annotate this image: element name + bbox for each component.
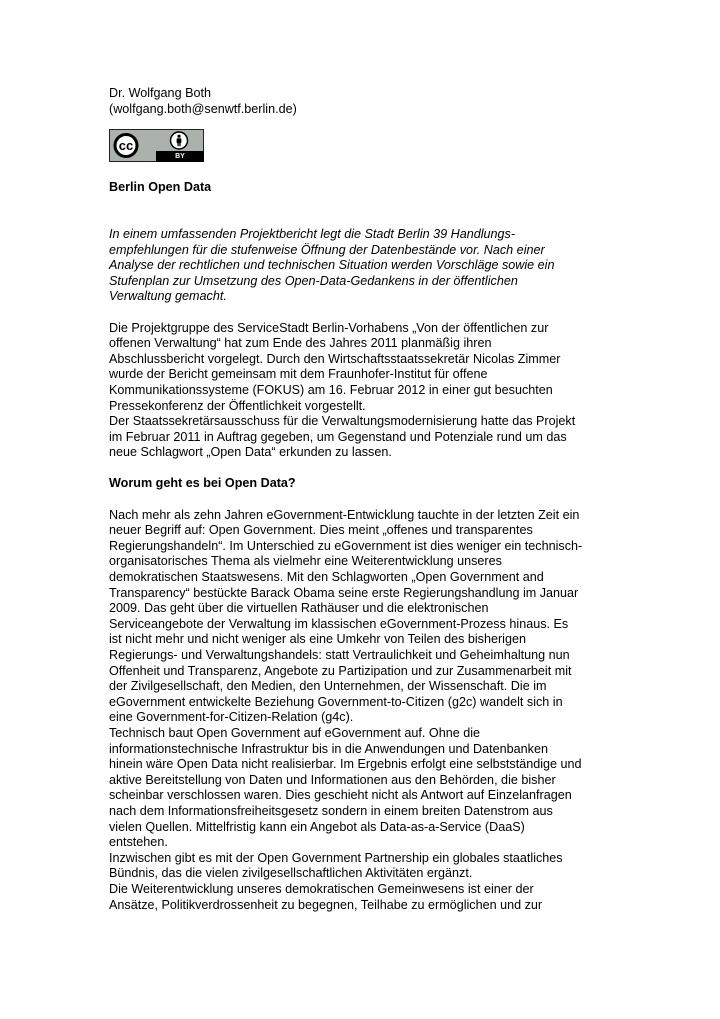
intro-line: empfehlungen für die stufenweise Öffnung der Datenbestände vor. Nach einer bbox=[109, 242, 545, 257]
paragraph-line: Serviceangebote der Verwaltung im klassischen eGovernment-Prozess hinaus. Es bbox=[109, 616, 569, 631]
paragraph-line: Kommunikationssysteme (FOKUS) am 16. Februar 2012 in einer gut besuchten bbox=[109, 382, 553, 397]
paragraph-line: Abschlussbericht vorgelegt. Durch den Wirtschaftsstaatssekretär Nicolas Zimmer bbox=[109, 351, 561, 366]
document-body bbox=[109, 86, 619, 913]
intro-line: In einem umfassenden Projektbericht legt die Stadt Berlin 39 Handlungs- bbox=[109, 226, 516, 241]
spacer bbox=[109, 305, 619, 321]
paragraph-line: wurde der Bericht gemeinsam mit dem Fraunhofer-Institut für offene bbox=[109, 367, 488, 382]
paragraph-line: Die Projektgruppe des ServiceStadt Berlin-Vorhabens „Von der öffentlichen zur bbox=[109, 320, 549, 335]
paragraph-line: demokratischen Staatswesens. Mit den Schlagworten „Open Government and bbox=[109, 570, 544, 585]
spacer bbox=[109, 461, 619, 477]
paragraph-line: hinein wäre Open Data nicht realisierbar. Im Ergebnis erfolgt eine selbstständige und bbox=[109, 757, 582, 772]
author-email: (wolfgang.both@senwtf.berlin.de) bbox=[109, 101, 297, 116]
paragraph-line: informationstechnische Infrastruktur bis in die Anwendungen und Datenbanken bbox=[109, 741, 548, 756]
intro-line: Analyse der rechtlichen und technischen Situation werden Vorschläge sowie ein bbox=[109, 258, 555, 273]
paragraph-line: Pressekonferenz der Öffentlichkeit vorgestellt. bbox=[109, 398, 366, 413]
paragraph-line: organisatorisches Thema als vielmehr eine Weiterentwicklung unseres bbox=[109, 554, 502, 569]
paragraph-line: Transparency“ bestückte Barack Obama seine erste Regierungshandlung im Januar bbox=[109, 585, 579, 600]
paragraph-line: entstehen. bbox=[109, 835, 168, 850]
paragraph-line: Nach mehr als zehn Jahren eGovernment-Entwicklung tauchte in der letzten Zeit ein bbox=[109, 507, 580, 522]
paragraph-line: Regierungs- und Verwaltungshandels: statt Vertraulichkeit und Geheimhaltung nun bbox=[109, 648, 570, 662]
paragraph-open-data bbox=[109, 508, 619, 913]
paragraph-line: Regierungshandeln“. Im Unterschied zu eGovernment ist dies weniger ein technisch- bbox=[109, 538, 583, 553]
paragraph-line: neuer Begriff auf: Open Government. Dies meint „offenes und transparentes bbox=[109, 523, 533, 538]
paragraph-line: Der Staatssekretärsausschuss für die Verwaltungsmodernisierung hatte das Projekt bbox=[109, 414, 576, 429]
paragraph-line: Technisch baut Open Government auf eGovernment auf. Ohne die bbox=[109, 725, 481, 740]
paragraph-line: eine Government-for-Citizen-Relation (g4c). bbox=[109, 710, 354, 725]
author-name: Dr. Wolfgang Both bbox=[109, 86, 211, 100]
by-label: BY bbox=[156, 151, 204, 162]
paragraph-line: Inzwischen gibt es mit der Open Government Partnership ein globales staatliches bbox=[109, 850, 563, 865]
paragraph-line: Offenheit und Transparenz, Angebote zu Partizipation und zur Zusammenarbeit mit bbox=[109, 663, 572, 678]
paragraph-project bbox=[109, 321, 619, 461]
paragraph-line: eGovernment entwickelte Beziehung Government-to-Citizen (g2c) wandelt sich in bbox=[109, 694, 563, 709]
document-title: Berlin Open Data bbox=[109, 180, 212, 195]
intro-line: Verwaltung gemacht. bbox=[109, 289, 227, 304]
creative-commons-by-icon bbox=[109, 129, 204, 162]
paragraph-line: Bündnis, das die vielen zivilgesellschaftlichen Aktivitäten ergänzt. bbox=[109, 866, 473, 881]
paragraph-line: der Zivilgesellschaft, den Medien, den Unternehmen, der Wissenschaft. Die im bbox=[109, 679, 547, 694]
cc-text: cc bbox=[118, 138, 134, 154]
section-heading: Worum geht es bei Open Data? bbox=[109, 476, 296, 491]
paragraph-line: Die Weiterentwicklung unseres demokratischen Gemeinwesens ist einer der bbox=[109, 881, 534, 896]
paragraph-line: aktive Bereitstellung von Daten und Informationen aus den Behörden, die bisher bbox=[109, 772, 556, 787]
spacer bbox=[109, 211, 619, 227]
spacer bbox=[109, 492, 619, 508]
paragraph-line: 2009. Das geht über die virtuellen Rathäuser und die elektronischen bbox=[109, 601, 489, 616]
paragraph-line: im Februar 2011 in Auftrag gegeben, um Gegenstand und Potenziale rund um das bbox=[109, 429, 567, 444]
paragraph-line: scheinbar verschlossen waren. Dies geschieht nicht als Antwort auf Einzelanfragen bbox=[109, 788, 572, 803]
paragraph-line: ist nicht mehr und nicht weniger als eine Umkehr von Teilen des bisherigen bbox=[109, 632, 526, 647]
paragraph-line: offenen Verwaltung“ hat zum Ende des Jahres 2011 planmäßig ihren bbox=[109, 336, 492, 351]
author-block bbox=[109, 86, 619, 117]
paragraph-line: neue Schlagwort „Open Data“ erkunden zu lassen. bbox=[109, 445, 392, 460]
intro-paragraph bbox=[109, 227, 619, 305]
paragraph-line: Ansätze, Politikverdrossenheit zu begegnen, Teilhabe zu ermöglichen und zur bbox=[109, 897, 543, 912]
intro-line: Stufenplan zur Umsetzung des Open-Data-Gedankens in der öffentlichen bbox=[109, 273, 518, 288]
paragraph-line: nach dem Informationsfreiheitsgesetz sondern in einem breiten Datenstrom aus bbox=[109, 803, 553, 818]
paragraph-line: vielen Quellen. Mittelfristig kann ein Angebot als Data-as-a-Service (DaaS) bbox=[109, 819, 525, 834]
